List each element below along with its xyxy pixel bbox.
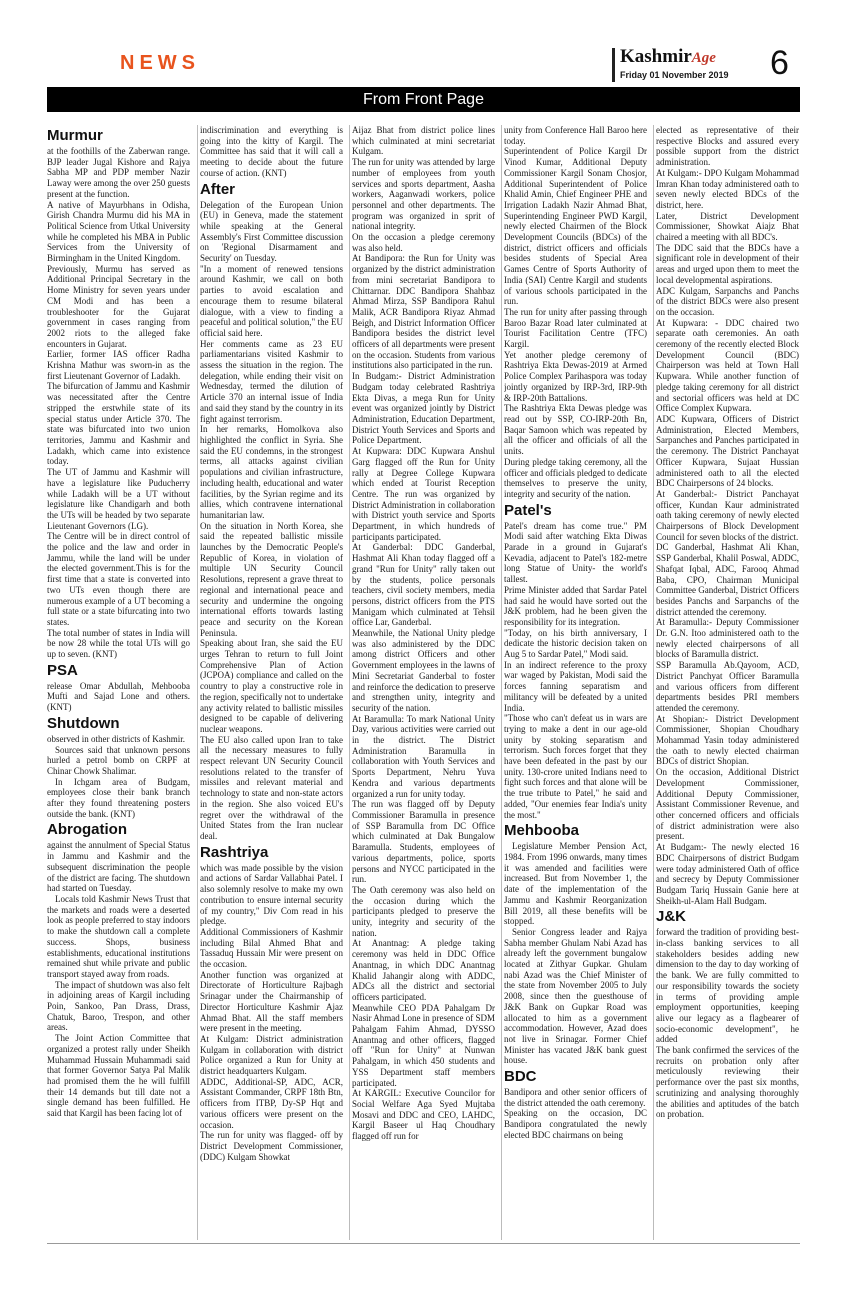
article-paragraph: release Omar Abdullah, Mehbooba Mufti and Sajad Lone and others. (KNT) [47,680,190,713]
article-paragraph: At Kulgam: District administration Kulgam in collaboration with district Police organized a Run for Unity at district headquarters Kulgam. [200,1033,343,1077]
article-paragraph: On the occasion a pledge ceremony was also held. [352,232,495,253]
article-paragraph: On the situation in North Korea, she said the repeated ballistic missile launches by the Democratic People's Republic of Korea, in violation of multiple UN Security Council Resolutions, represent a grave threat to regional and international peace and security and undermine the ongoing international efforts towards lasting peace and security on the Korean Peninsula. [200,520,343,638]
article-paragraph: SSP Baramulla Ab.Qayoom, ACD, District Panchyat Officer Baramulla and various officers from different departments besides PRI members attended the ceremony. [656,660,799,713]
article-headline: Patel's [504,501,552,519]
article-paragraph: elected as representative of their respective Blocks and assured every possible support from the district administration. [656,125,799,168]
article-column-3 [352,125,495,1240]
article-paragraph: Previously, Murmu has served as Additional Principal Secretary in the Home Ministry for seven years under CM Modi and has been a troubleshooter for the Gujarat government in cases ranging from 2002 riots to the alleged fake encounters in Gujarat. [47,263,190,349]
article-paragraph: Prime Minister added that Sardar Patel had said he would have sorted out the J&K problem, had he been given the responsibility for its integration. [504,584,647,627]
article-paragraph: The run for unity was attended by large number of employees from youth services and sports department, Aasha workers, Aaganwadi workers, police personnel and other departments. The program was organized in sprit of national integrity. [352,157,495,232]
article-headline: J&K [656,908,687,926]
article-paragraph: At Baramulla:- Deputy Commissioner Dr. G.N. Itoo administered oath to the newly elected chairpersons of all blocks of Baramulla district. [656,617,799,660]
article-paragraph: at the foothills of the Zaberwan range. BJP leader Jugal Kishore and Rajya Sabha MP and PDP member Nazir Laway were among the over 250 guests present at the function. [47,146,190,199]
article-paragraph: Later, District Development Commissioner, Showkat Aiajz Bhat chaired a meeting with all BDC's. [656,210,799,243]
article-paragraph: Superintendent of Police Kargil Dr Vinod Kumar, Additional Deputy Commissioner Kargil Sonam Chosjor, Additional Superintendent of Police Khalid Amin, Chief Engineer PHE and Irrigation Ladakh Nazir Ahmad Bhat, Superintending Engineer PWD Kargil, newly elected Chairmen of the Block Development Councils (BDCs) of the district, district officers and officials besides students of Special Area Games Centre of Sports Authority of India (SAI) Centre Kargil and students of various schools participated in the run. [504,146,647,307]
article-headline: Abrogation [47,821,127,839]
article-paragraph: The bank confirmed the services of the recruits on probation only after meticulously reviewing their performance over the past six months, scrutinizing and analysing thoroughly the abilities and aptitudes of the batch on probation. [656,1045,799,1120]
article-paragraph: Patel's dream has come true." PM Modi said after watching Ekta Diwas Parade in a ground in Gujarat's Kevadia, adjacent to Patel's 182-metre long Statue of Unity- the world's tallest. [504,520,647,585]
article-paragraph: The impact of shutdown was also felt in adjoining areas of Kargil including Poin, Sankoo, Pan Drass, Drass, Chatuk, Baroo, Trespon, and other areas. [47,979,190,1033]
article-paragraph: The Centre will be in direct control of the police and the law and order in Jammu, while the land will be under the elected government.This is for the first time that a state is converted into two UTs even though there are numerous example of a UT becoming a full state or a state bifurcating into two states. [47,531,190,627]
article-paragraph: DC Ganderbal, Hashmat Ali Khan, SSP Ganderbal, Khalil Poswal, ADDC, Shafqat Iqbal, ADC, Farooq Ahmad Baba, CPO, Chairman Municipal Committee Ganderbal, District Officers besides Panchs and Sarpanchs of the district attended the ceremony. [656,542,799,617]
article-headline: BDC [504,1068,537,1086]
article-paragraph: The DDC said that the BDCs have a significant role in development of their areas and urged upon them to meet the local developmental aspirations. [656,242,799,285]
article-headline: Murmur [47,127,103,144]
article-paragraph: At Kupwara: DDC Kupwara Anshul Garg flagged off the Run for Unity rally at Degree College Kupwara which ended at Tourist Reception Centre. The run was organized by District Administration in collaboration with District youth service and Sports Department, in which hundreds of participants participated. [352,446,495,542]
article-paragraph: Locals told Kashmir News Trust that the markets and roads were a deserted look as people preferred to stay indoors to make the shutdown call a complete success. Shops, business establishments, educational institutions remained shut while private and public transport stayed away from roads. [47,894,190,979]
article-paragraph: The run for unity was flagged- off by District Development Commissioner, (DDC) Kulgam Showkat [200,1130,343,1162]
article-paragraph: Delegation of the European Union (EU) in Geneva, made the statement while speaking at the General Assembly's First Committee discussion on 'Regional Disarmament and Security' on Tuesday. [200,199,343,264]
article-paragraph: Bandipora and other senior officers of the district attended the oath ceremony. [504,1087,647,1108]
article-paragraph: In her remarks, Homolkova also highlighted the conflict in Syria. She said the EU condemns, in the strongest terms, all attacks against civilian populations and civilian infrastructure, including health, educational and water facilities, by the Syrian regime and its allies, which contravene international humanitarian law. [200,424,343,520]
article-paragraph: At Ganderbal: DDC Ganderbal, Hashmat Ali Khan today flagged off a grand "Run for Unity" rally taken out by the students, police personals teachers, civil society members, media persons, district officers from the PTS Manigam which culminated at Tehsil office Lar, Ganderbal. [352,542,495,628]
article-paragraph: ADC Kulgam, Sarpanchs and Panchs of the district BDCs were also present on the occasion. [656,285,799,317]
article-paragraph: At Ganderbal:- District Panchayat officer, Kundan Kaur administrated oath taking ceremony of newly elected Chairpersons of Block Development Council for seven blocks of the district. [656,488,799,542]
article-paragraph: "Those who can't defeat us in wars are trying to make a dent in our age-old unity by stoking separatism and terrorism. Such forces forget that they have been defeated in the past by our unity. 130-crore united Indians need to fight such forces and that alone will be the true tribute to Patel," he said and added, "Our enemies fear India's unity the most." [504,713,647,820]
article-paragraph: which was made possible by the vision and actions of Sardar Vallabhai Patel. I also solemnly resolve to make my own contribution to ensure internal security of my country," Div Com read in his pledge. [200,862,343,927]
article-headline: After [200,180,236,198]
section-label: NEWS [120,52,200,74]
article-paragraph: The bifurcation of Jammu and Kashmir was necessitated after the Centre stripped the erstwhile state of its special status under Article 370. The state was bifurcated into two union territories, Jammu and Kashmir and Ladakh, which came into existence today. [47,381,190,467]
masthead-main: Kashmir [620,46,692,67]
article-paragraph: unity from Conference Hall Baroo here today. [504,125,647,146]
article-paragraph: In Budgam:- District Administration Budgam today celebrated Rashtriya Ekta Divas, a mega Run for Unity event was organized jointly by District Administration, Education Department, District Youth Services and Sports and Police Department. [352,371,495,446]
article-headline: PSA [47,661,78,679]
article-paragraph: Legislature Member Pension Act, 1984. From 1996 onwards, many times it was amended and facilities were increased. But from November 1, the date of the implementation of the Jammu and Kashmir Reorganization Bill 2019, all these benefits will be stopped. [504,841,647,927]
article-paragraph: indiscrimination and everything is going into the kitty of Kargil. The Committee has said that it will call a meeting to decide about the future course of action. (KNT) [200,125,343,178]
article-paragraph: Yet another pledge ceremony of Rashtriya Ekta Dewas-2019 at Armed Police Complex Parihaspora was today jointly organized by IRP-3rd, IRP-9th & IRP-20th Battalions. [504,349,647,403]
article-headline: Rashtriya [200,843,269,861]
article-paragraph: A native of Mayurbhans in Odisha, Girish Chandra Murmu did his MA in Political Science from Utkal University while he completed his MBA in Public Services from the University of Birmingham in the United Kingdom. [47,199,190,264]
article-paragraph: Additional Commissioners of Kashmir including Bilal Ahmed Bhat and Tassaduq Hussain Mir were present on the occasion. [200,926,343,970]
article-paragraph: The run for unity after passing through Baroo Bazar Road later culminated at Tourist Facilitation Centre (TFC) Kargil. [504,306,647,350]
article-paragraph: At Shopian:- District Development Commissioner, Shopian Choudhary Mohammad Yasin today administered the oath to newly elected chairman BDCs of district Shopian. [656,713,799,767]
article-paragraph: During pledge taking ceremony, all the officer and officials pledged to dedicate themselves to preserve the unity, integrity and security of the nation. [504,456,647,499]
page-number: 6 [770,44,789,82]
column-divider [197,125,198,1240]
section-banner: From Front Page [47,87,800,112]
article-paragraph: The Joint Action Committee that organized a protest rally under Sheikh Muhammad Hussain Muhammadi said that former Governor Satya Pal Malik had promised them the he will fulfill their 14 demands but till date not a single demand has been fulfilled. He said that Kargil has been facing lot of [47,1033,190,1119]
masthead-logo [620,46,716,68]
article-paragraph: ADC Kupwara, Officers of District Administration, Elected Members, Sarpanches and Panches participated in the ceremony. The District Panchayat Officer Kupwara, Sujaat Hussian administered oath to all the elected BDC Chairpersons of 24 blocks. [656,413,799,489]
article-paragraph: At Bandipora: the Run for Unity was organized by the district administration from mini secretariat Bandipora to Chittarnar. DDC Bandipora Shahbaz Ahmad Mirza, SSP Bandipora Rahul Malik, ACR Bandipora Riyaz Ahmad Beigh, and District Information Officer Bandipora besides the district level officers of all departments were present on the occasion. Students from various institutions also participated in the run. [352,253,495,371]
article-paragraph: The run was flagged off by Deputy Commissioner Baramulla in presence of SSP Baramulla from DC Office which culminated at Dak Bungalow Baramulla. Students, employees of various departments, police, sports persons and NYCC participated in the run. [352,799,495,885]
masthead-accent: Age [691,50,716,66]
article-paragraph: Speaking about Iran, she said the EU urges Tehran to return to full Joint Comprehensive Plan of Action (JCPOA) compliance and called on the country to play a constructive role in the region, specifically not to undertake any activity related to ballistic missiles designed to be capable of delivering nuclear weapons. [200,638,343,734]
issue-date: Friday 01 November 2019 [620,70,729,80]
column-divider [501,125,502,1240]
article-paragraph: Senior Congress leader and Rajya Sabha member Ghulam Nabi Azad has already left the government bungalow located at Zithyar Gupkar. Ghulam nabi Azad was the Chief Minister of the state from November 2005 to July 2008, since then the guesthouse of J&K Bank on Gupkar Road was allocated to him as a government accommodation. However, Azad does not live in Srinagar. Former Chief Minister has vacated J&K bank guest house. [504,926,647,1066]
article-paragraph: The EU also called upon Iran to take all the necessary measures to fully respect relevant UN Security Council resolutions related to the transfer of missiles and relevant material and technology to state and non-state actors in the region. She also voiced EU's regret over the withdrawal of the United States from the Iran nuclear deal. [200,734,343,841]
masthead-rule [612,48,615,82]
article-paragraph: Her comments came as 23 EU parliamentarians visited Kashmir to assess the situation in the region. The delegation, while ending their visit on Wednesday, termed the dilution of Article 370 an internal issue of India and said they stand by the country in its fight against terrorism. [200,338,343,424]
article-paragraph: At Baramulla: To mark National Unity Day, various activities were carried out in the district. The District Administration Baramulla in collaboration with Youth Services and Sports Department, Nehru Yuva Kendra and various departments organized a run for unity today. [352,713,495,799]
article-paragraph: observed in other districts of Kashmir. [47,733,185,744]
footer-rule [47,1243,800,1244]
article-paragraph: In Ichgam area of Budgam, employees close their bank branch after they found threatening posters outside the bank. (KNT) [47,776,190,819]
article-paragraph: "In a moment of renewed tensions around Kashmir, we call on both parties to avoid escalation and encourage them to resume bilateral dialogue, with a view to finding a peaceful and political solution," the EU official said here. [200,263,343,338]
article-paragraph: At Budgam:- The newly elected 16 BDC Chairpersons of district Budgam were today administered Oath of office and secrecy by Deputy Commissioner Budgam Tariq Hussain Ganie here at Sheikh-ul-Alam Hall Budgam. [656,842,799,906]
article-column-4 [504,125,647,1240]
article-paragraph: At Anantnag: A pledge taking ceremony was held in DDC Office Anantnag, in which DDC Anantnag Khalid Jahangir along with ADDC, ADCs all the district and sectorial officers participated. [352,938,495,1002]
article-paragraph: The Oath ceremony was also held on the occasion during which the participants pledged to preserve the unity, integrity and security of the nation. [352,884,495,938]
article-paragraph: At Kupwara: - DDC chaired two separate oath ceremonies. An oath ceremony of the recently elected Block Development Council (BDC) Chairperson was held at Town Hall Kupwara. While another function of pledge taking ceremony for all district and sectorial officers was held at DC Office Complex Kupwara. [656,317,799,414]
article-paragraph: Aijaz Bhat from district police lines which culminated at mini secretariat Kulgam. [352,125,495,157]
column-divider [653,125,654,1240]
article-column-1 [47,125,190,1240]
article-paragraph: At Kulgam:- DPO Kulgam Mohammad Imran Khan today administered oath to seven newly elected BDCs of the district, here. [656,167,799,210]
article-paragraph: against the annulment of Special Status in Jammu and Kashmir and the subsequent discrimination the people of the district are facing. The shutdown had started on Tuesday. [47,840,190,894]
article-headline: Mehbooba [504,822,579,840]
column-divider [349,125,350,1240]
article-paragraph: ADDC, Additional-SP, ADC, ACR, Assistant Commander, CRPF 18th Btn, officers from ITBP, Dy-SP Hqt and various officers were present on the occasion. [200,1076,343,1130]
article-paragraph: Speaking on the occasion, DC Bandipora congratulated the newly elected BDC chairmans on being [504,1108,647,1140]
article-paragraph: Meanwhile, the National Unity pledge was also administered by the DDC among district Officers and other Government employees in the lawns of Mini Secretariat Ganderbal to foster and reinforce the dedication to preserve and strengthen unity, integrity and security of the nation. [352,628,495,713]
article-column-2 [200,125,343,1240]
article-paragraph: Earlier, former IAS officer Radha Krishna Mathur was sworn-in as the first Lieutenant Governor of Ladakh. [47,349,190,381]
article-paragraph: forward the tradition of providing best-in-class banking services to all stakeholders besides adding new dimension to the day to day working of the bank. We are fully committed to our responsibility towards the society in terms of providing ample employment opportunities, keeping alive our legacy as a flagbearer of socio-economic development", he added [656,927,799,1045]
article-paragraph: "Today, on his birth anniversary, I dedicate the historic decision taken on Aug 5 to Sardar Patel," Modi said. [504,627,647,660]
article-paragraph: Another function was organized at Directorate of Horticulture Rajbagh Srinagar under the Chairmanship of Director Horticulture Kashmir Ajaz Ahmad Bhat. All the staff members were present in the meeting. [200,969,343,1034]
article-paragraph: The UT of Jammu and Kashmir will have a legislature like Puducherry while Ladakh will be a UT without legislature like Chandigarh and both the UTs will be headed by two separate Lieutenant Governors (LG). [47,467,190,531]
article-paragraph: The total number of states in India will be now 28 while the total UTs will go up to seven. (KNT) [47,627,190,660]
article-paragraph: Meanwhile CEO PDA Pahalgam Dr Nasir Ahmad Lone in presence of SDM Pahalgam Fahim Ahmad, DYSSO Anantnag and other officers, flagged off "Run for Unity" at Nunwan Pahalgam, in which 450 students and YSS Department staff members participated. [352,1002,495,1088]
article-column-5 [656,125,799,1240]
article-headline: Shutdown [47,714,120,732]
article-paragraph: On the occasion, Additional District Development Commissioner, Additional Deputy Commissioner, Assistant Commissioner Revenue, and other concerned officers and officials of district administration were also present. [656,767,799,842]
article-paragraph: In an indirect reference to the proxy war waged by Pakistan, Modi said the forces fanning separatism and militancy will be defeated by a united India. [504,659,647,713]
article-paragraph: The Rashtriya Ekta Dewas pledge was read out by SSP, CO-IRP-20th Bn, Baqar Samoon which was repeated by all the officer and officials of all the units. [504,403,647,457]
article-paragraph: Sources said that unknown persons hurled a petrol bomb on CRPF at Chinar Chowk Shalimar. [47,744,190,776]
article-paragraph: At KARGIL: Executive Councilor for Social Welfare Aga Syed Mujtaba Mosavi and DDC and CEO, LAHDC, Kargil Baseer ul Haq Choudhary flagged off run for [352,1088,495,1142]
